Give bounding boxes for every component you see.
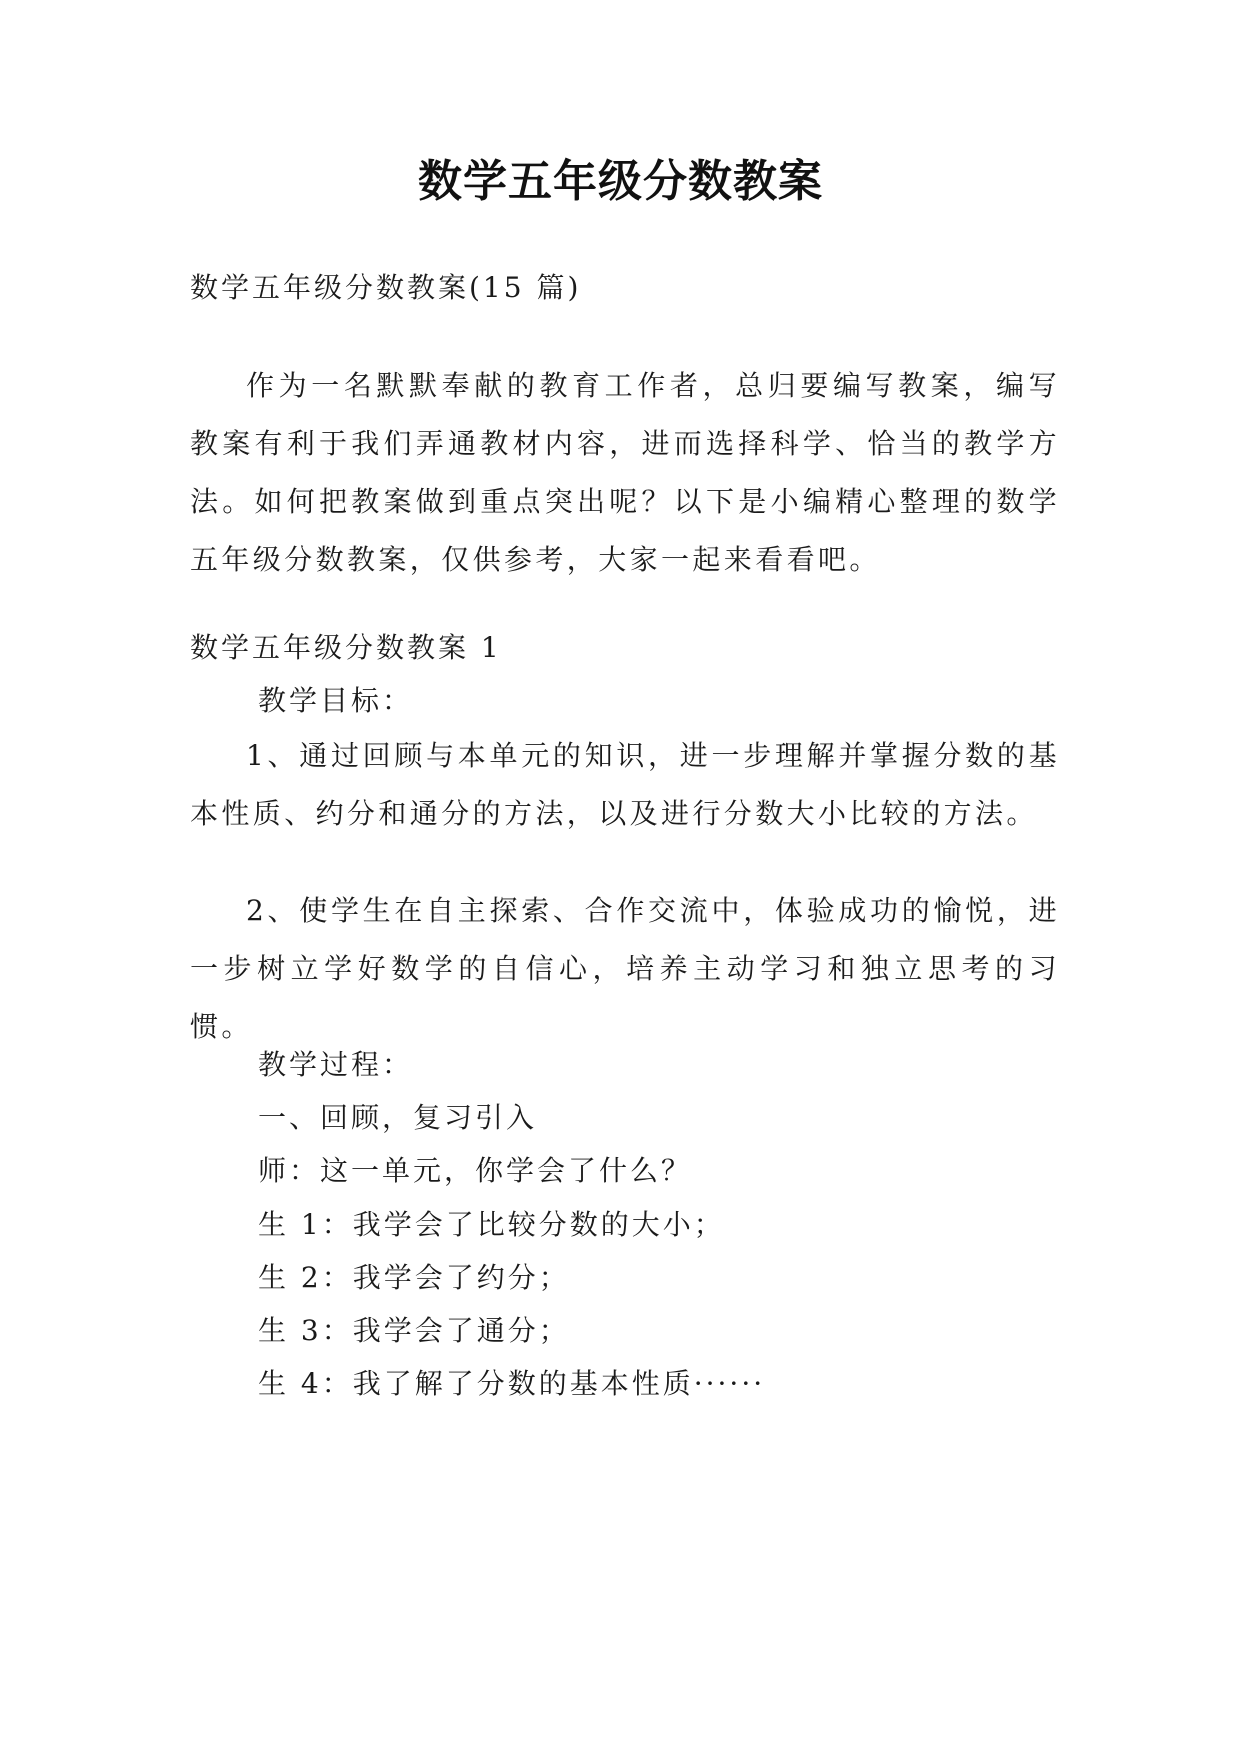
goal-item-2: 2、使学生在自主探索、合作交流中，体验成功的愉悦，进一步树立学好数学的自信心，培养主动学习和独立思考的习惯。	[190, 894, 1060, 1043]
document-subtitle: 数学五年级分数教案(15 篇)	[190, 271, 582, 304]
teacher-question: 师：这一单元，你学会了什么？	[258, 1154, 693, 1187]
document-title: 数学五年级分数教案	[418, 156, 823, 207]
process-label: 教学过程：	[258, 1048, 414, 1081]
student-answer-2: 生 2：我学会了约分；	[258, 1261, 570, 1294]
student-answer-1: 生 1：我学会了比较分数的大小；	[258, 1208, 725, 1241]
student-answer-4: 生 4：我了解了分数的基本性质······	[258, 1367, 766, 1400]
section-heading: 数学五年级分数教案 1	[190, 631, 502, 664]
goal-item-1: 1、通过回顾与本单元的知识，进一步理解并掌握分数的基本性质、约分和通分的方法，以及进行分数大小比较的方法。	[190, 739, 1060, 830]
student-answer-3: 生 3：我学会了通分；	[258, 1314, 570, 1347]
step-heading-1: 一、回顾，复习引入	[258, 1101, 538, 1134]
goals-label: 教学目标：	[258, 684, 414, 717]
intro-paragraph: 作为一名默默奉献的教育工作者，总归要编写教案，编写教案有利于我们弄通教材内容，进而选择科学、恰当的教学方法。如何把教案做到重点突出呢？以下是小编精心整理的数学五年级分数教案，仅供参考，大家一起来看看吧。	[190, 369, 1060, 576]
